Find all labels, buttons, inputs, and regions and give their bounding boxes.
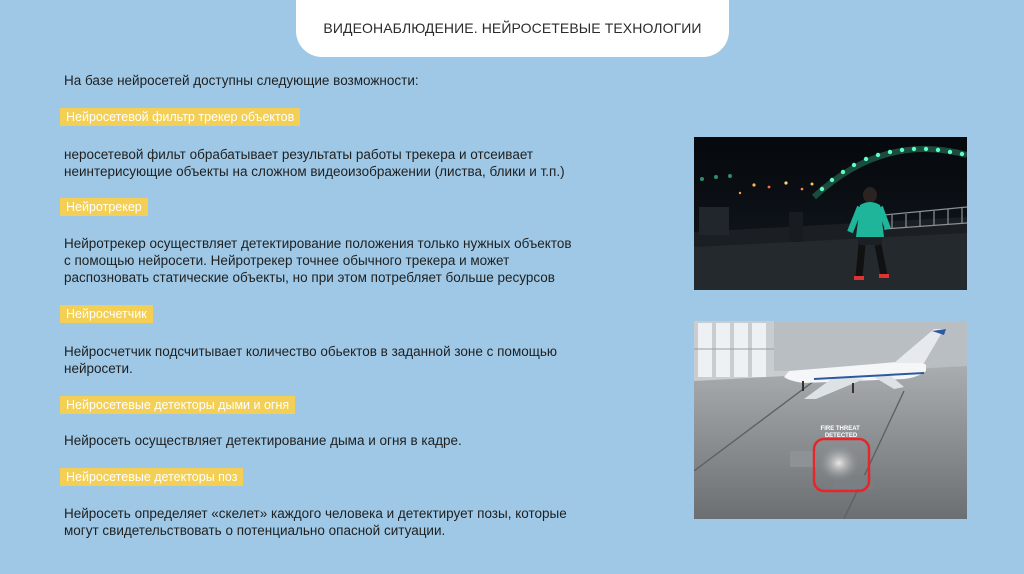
- neurocounter-text-2: нейросети.: [64, 361, 133, 376]
- badge-neurotracker: Нейротрекер: [60, 198, 148, 216]
- night-runner-photo: [694, 137, 967, 290]
- object-filter-text-1: неросетевой фильт обрабатывает результаты работы трекера и отсеивает: [64, 147, 534, 162]
- pose-text-2: могут свидетельствовать о потенциально опасной ситуации.: [64, 523, 446, 538]
- pose-text-1: Нейросеть определяет «скелет» каждого человека и детектирует позы, которые: [64, 506, 567, 521]
- page-title: ВИДЕОНАБЛЮДЕНИЕ. НЕЙРОСЕТЕВЫЕ ТЕХНОЛОГИИ: [323, 20, 702, 36]
- badge-object-filter: Нейросетевой фильтр трекер объектов: [60, 108, 300, 126]
- intro-text: На базе нейросетей доступны следующие возможности:: [64, 73, 419, 88]
- neurotracker-text-2: с помощью нейросети. Нейротрекер точнее обычного трекера и может: [64, 253, 510, 268]
- badge-smoke-fire: Нейросетевые детекторы дыми и огня: [60, 396, 295, 414]
- fire-threat-label: FIRE THREAT DETECTED: [820, 426, 860, 439]
- badge-neurocounter: Нейросчетчик: [60, 305, 153, 323]
- neurocounter-text-1: Нейросчетчик подсчитывает количество обьектов в заданной зоне с помощью: [64, 344, 557, 359]
- object-filter-text-2: неинтерисующие объекты на сложном видеоизображении (листва, блики и т.п.): [64, 164, 565, 179]
- neurotracker-text-1: Нейротрекер осуществляет детектирование положения только нужных объектов: [64, 236, 572, 251]
- badge-pose-detector: Нейросетевые детекторы поз: [60, 468, 243, 486]
- smoke-fire-text-1: Нейросеть осуществляет детектирование дыма и огня в кадре.: [64, 433, 462, 448]
- hangar-fire-image: [694, 321, 967, 519]
- hangar-fire-photo: [694, 321, 967, 519]
- neurotracker-text-3: распозновать статические объекты, но при этом потребляет больше ресурсов: [64, 270, 555, 285]
- night-runner-image: [694, 137, 967, 290]
